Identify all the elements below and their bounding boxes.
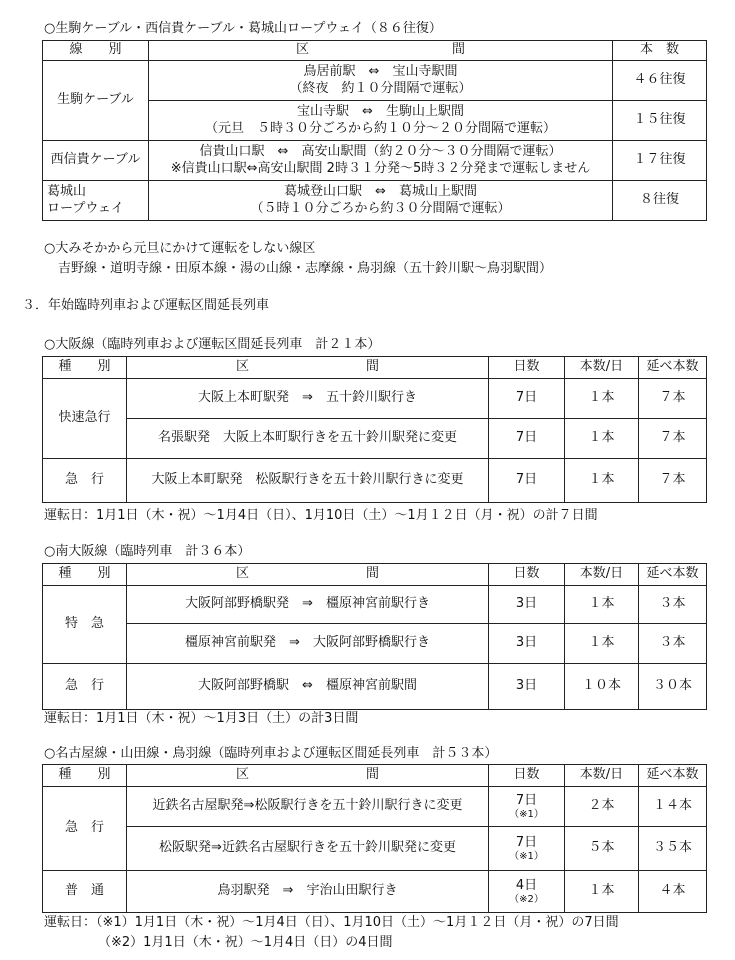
nagoya-section: 鳥羽駅発 ⇒ 宇治山田駅行き [127,871,489,913]
nagoya-days-note: （※1） [509,809,544,821]
minami-per-day: １本 [565,624,639,664]
nagoya-type-express: 急 行 [43,787,127,871]
osaka-per-day: １本 [565,459,639,503]
minami-header-days: 日数 [489,564,565,586]
table-row [43,787,707,827]
table-row [43,419,707,459]
minami-per-day: １本 [565,586,639,624]
cable-header-section: 区 間 [149,41,613,61]
table-row [43,61,707,101]
nagoya-type-local: 普 通 [43,871,127,913]
osaka-section: 大阪上本町駅発 ⇒ 五十鈴川駅行き [127,379,489,419]
minami-type-limited-express: 特 急 [43,586,127,664]
cable-count: ８往復 [613,181,707,221]
cable-section: 葛城登山口駅 ⇔ 葛城山上駅間 [284,183,477,199]
osaka-total: ７本 [639,379,707,419]
osaka-days: 7日 [489,379,565,419]
osaka-days: 7日 [489,459,565,503]
minami-total: ３０本 [639,664,707,710]
no-service-title: ○大みそかから元旦にかけて運転をしない線区 [44,241,316,256]
table-row [43,664,707,710]
nagoya-header-days: 日数 [489,765,565,787]
table-row [43,827,707,871]
minami-type-express: 急 行 [43,664,127,710]
minami-per-day: １０本 [565,664,639,710]
osaka-total: ７本 [639,419,707,459]
cable-section-note: （５時１０分ごろから約３０分間隔で運転） [250,200,511,216]
nagoya-per-day: ５本 [565,827,639,871]
nagoya-note-2: （※2）1月1日（木・祝）～1月4日（日）の4日間 [98,935,393,950]
minami-section: 大阪阿部野橋駅発 ⇒ 橿原神宮前駅行き [127,586,489,624]
osaka-total: ７本 [639,459,707,503]
nagoya-header-total: 延べ本数 [639,765,707,787]
nagoya-days: 7日 [515,834,538,850]
table-row [43,379,707,419]
nagoya-note-1: 運転日：（※1）1月1日（木・祝）～1月4日（日）、1月10日（土）～1月１２日（月・祝）の7日間 [44,915,619,930]
table-row [43,624,707,664]
table-row [43,586,707,624]
minami-header-per-day: 本数/日 [565,564,639,586]
no-service-lines: 吉野線・道明寺線・田原本線・湯の山線・志摩線・鳥羽線（五十鈴川駅～鳥羽駅間） [58,261,553,276]
nagoya-table [42,764,707,913]
osaka-note: 運転日：1月1日（木・祝）～1月4日（日）、1月10日（土）～1月１２日（月・祝）の計７日間 [44,508,598,523]
osaka-section: 名張駅発 大阪上本町駅行きを五十鈴川駅発に変更 [127,419,489,459]
cable-table [42,40,707,221]
nagoya-section: 松阪駅発⇒近鉄名古屋駅行きを五十鈴川駅発に変更 [127,827,489,871]
nagoya-header-per-day: 本数/日 [565,765,639,787]
nagoya-days-note: （※2） [509,894,544,906]
table-row [43,871,707,913]
minami-header-type: 種 別 [43,564,127,586]
minami-note: 運転日：1月1日（木・祝）～1月3日（土）の計3日間 [44,711,359,726]
cable-section: 信貴山口駅 ⇔ 高安山駅間（約２０分～３０分間隔で運転） [199,143,562,159]
cable-section-note: （終夜 約１０分間隔で運転） [289,80,472,96]
table-row [43,181,707,221]
nagoya-days-note: （※1） [509,851,544,863]
nagoya-per-day: ２本 [565,787,639,827]
cable-count: １７往復 [613,141,707,181]
minami-section: 大阪阿部野橋駅 ⇔ 橿原神宮前駅間 [127,664,489,710]
osaka-header-section: 区 間 [127,357,489,379]
nagoya-days: 4日 [515,877,538,893]
cable-title: ○生駒ケーブル・西信貴ケーブル・葛城山ロープウェイ（８６往復） [44,21,442,36]
nagoya-per-day: １本 [565,871,639,913]
cable-count: １５往復 [613,101,707,141]
osaka-header-per-day: 本数/日 [565,357,639,379]
osaka-header-days: 日数 [489,357,565,379]
cable-section: 宝山寺駅 ⇔ 生駒山上駅間 [297,103,464,119]
nagoya-title: ○名古屋線・山田線・鳥羽線（臨時列車および運転区間延長列車 計５３本） [44,746,498,761]
cable-count: ４６往復 [613,61,707,101]
cable-line-katsuragi: 葛城山 [47,183,87,199]
osaka-type-express: 急 行 [43,459,127,503]
osaka-header-type: 種 別 [43,357,127,379]
minami-days: 3日 [489,586,565,624]
nagoya-header-type: 種 別 [43,765,127,787]
osaka-table [42,356,707,503]
table-row [43,141,707,181]
osaka-per-day: １本 [565,379,639,419]
osaka-header-total: 延べ本数 [639,357,707,379]
minami-table [42,563,707,710]
nagoya-header-section: 区 間 [127,765,489,787]
osaka-days: 7日 [489,419,565,459]
osaka-title: ○大阪線（臨時列車および運転区間延長列車 計２１本） [44,337,381,352]
cable-header-line: 線 別 [43,41,149,61]
osaka-type-rapid-express: 快速急行 [43,379,127,459]
cable-header-count: 本 数 [613,41,707,61]
cable-section-note: ※信貴山口駅⇔高安山駅間 2時３１分発～5時３２分発まで運転しません [170,160,591,176]
minami-total: ３本 [639,624,707,664]
cable-line-ropeway: ロープウェイ [47,200,124,216]
minami-header-section: 区 間 [127,564,489,586]
cable-line-nishishigi: 西信貴ケーブル [43,141,149,181]
section-3-title: ３．年始臨時列車および運転区間延長列車 [22,298,270,313]
cable-section: 鳥居前駅 ⇔ 宝山寺駅間 [303,63,458,79]
osaka-per-day: １本 [565,419,639,459]
nagoya-days: 7日 [515,792,538,808]
nagoya-total: ３５本 [639,827,707,871]
minami-total: ３本 [639,586,707,624]
minami-title: ○南大阪線（臨時列車 計３６本） [44,544,251,559]
nagoya-section: 近鉄名古屋駅発⇒松阪駅行きを五十鈴川駅行きに変更 [127,787,489,827]
minami-section: 橿原神宮前駅発 ⇒ 大阪阿部野橋駅行き [127,624,489,664]
cable-section-note: （元旦 ５時３０分ごろから約１０分～２０分間隔で運転） [204,120,556,136]
cable-line-ikoma: 生駒ケーブル [43,61,149,141]
minami-days: 3日 [489,664,565,710]
nagoya-total: ４本 [639,871,707,913]
table-row [43,459,707,503]
minami-days: 3日 [489,624,565,664]
osaka-section: 大阪上本町駅発 松阪駅行きを五十鈴川駅行きに変更 [127,459,489,503]
minami-header-total: 延べ本数 [639,564,707,586]
nagoya-total: １４本 [639,787,707,827]
